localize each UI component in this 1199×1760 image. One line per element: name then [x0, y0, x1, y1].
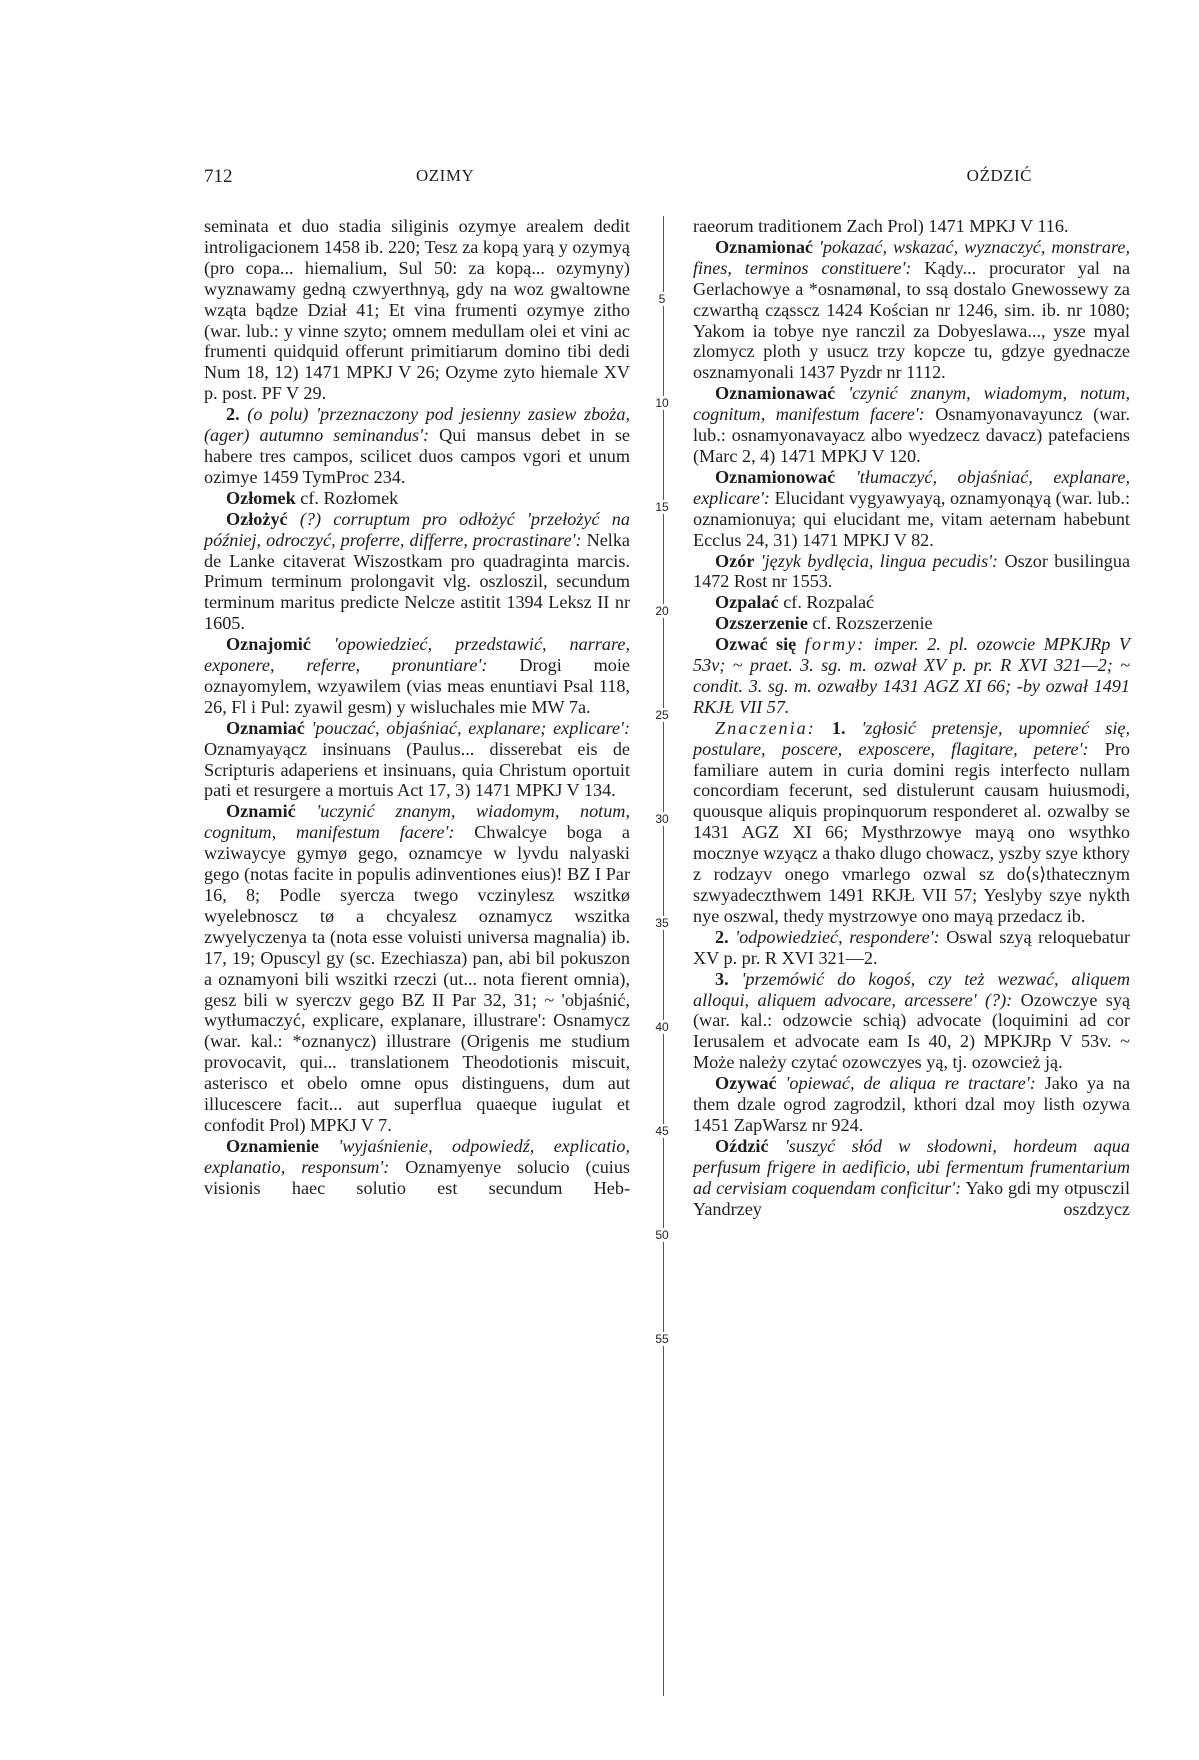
headword: Ozór [715, 550, 755, 571]
gloss: 'wyjaśnienie, odpowiedź, explicatio, explanatio, responsum': [204, 1135, 630, 1177]
headword: Oznajomić [226, 634, 311, 655]
headword: Oznamienie [226, 1135, 319, 1156]
entry-text: Osnamyonavayuncz (war. lub.: osnamyonavayacz albo wyedzecz davacz) patefaciens (Marc 2, 4) 1471 MPKJ V 120. [693, 404, 1130, 466]
line-number: 20 [644, 604, 680, 618]
page-number: 712 [204, 166, 233, 187]
headword: Oznamionać [715, 236, 814, 257]
entry-text: Elucidant vygyawyayą, oznamyonąyą (war. lub.: oznamionuya; qui elucidant me, vitam aeternam habebunt Ecclus 24, 31) 1471 MPKJ V 82. [693, 487, 1130, 550]
entry-sense-2 [204, 404, 630, 488]
headword: Oznamić [226, 801, 296, 822]
line-number: 45 [644, 1124, 680, 1138]
entry-oznajomic [204, 634, 630, 718]
gloss: 'przemówić do kogoś, czy też wezwać, aliquem alloqui, aliquem advocare, arcessere' (?): [693, 968, 1130, 1010]
gloss: 'czynić znanym, wiadomym, notum, cognitum, manifestum facere': [693, 383, 1130, 425]
entry-continuation: raeorum traditionem Zach Prol) 1471 MPKJ V 116. [693, 216, 1069, 236]
left-column [204, 216, 630, 1199]
gloss: 'tłumaczyć, objaśniać, explanare, explicare': [693, 466, 1131, 508]
headword: Ozłożyć [226, 508, 288, 529]
line-number: 25 [644, 708, 680, 722]
gloss: 'zgłosić pretensje, upomnieć się, postulare, poscere, exposcere, flagitare, petere': [693, 717, 1131, 759]
entry-text: Qui mansus debet in se habere tres campos, scilicet duos campos vgori et unum ozimye 1459 TymProc 234. [204, 425, 630, 487]
entry-continuation: seminata et duo stadia siliginis ozymye arealem dedit introligacionem 1458 ib. 220; Tesz za kopą yarą y ozymyą (pro copa... hiemalium, Sul 50: za kopą... ozymyny) wyznawamy gedną czwyerthnyą, gdy na woz gwaltowne wząta bądze Dział 41; Et vina frumenti ozymye zitho (war. lub.: y vinne szyto; omnem medullam olei et vini ac frumenti quidquid offerunt primitiarum domino tibi dedi Num 18, 12) 1471 MPKJ V 26; Ozyme zyto hiemale XV p. post. PF V 29. [204, 216, 630, 404]
entry-text: Kądy... procurator yal na Gerlachowye a *osnamønal, to ssą dostalo Gnewossewy za czwarthą cząsscz 1424 Kościan nr 1246, sim. ib. nr 1080; Yakom ia tobye nye ranczil za Dobyeslawa..., ysze myal zlomycz ploth y usucz trzy kopcze tu, gdzye gyednacze osznamyonali 1437 Pyzdr nr 1112. [693, 257, 1131, 383]
entry-text: Oznamyayącz insinuans (Paulus... disserebat eis de Scripturis adaperiens et insinuans, quia Christum oportuit pati et resurgere a mortuis Act 17, 3) 1471 MPKJ V 134. [204, 738, 630, 801]
entry-text: Nelka de Lanke citaverat Wiszostkam pro quadraginta marcis. Primum terminum prolongavit vlg. oszloszil, secundum terminum maritus predicte Nelcze astitit 1394 Leksz II nr 1605. [204, 529, 630, 634]
gloss: (o polu) 'przeznaczony pod jesienny zasiew zboża, (ager) autumno seminandus': [204, 404, 630, 446]
line-number: 15 [644, 500, 680, 514]
sense-number: 1. [831, 717, 846, 738]
headword: Ozwać się [715, 634, 797, 655]
entry-text: Chwalcye boga a wziwaycye gymyø gego, oznamcye w lyvdu nalyaski gego (notas facite in populis adinventiones eius)! BZ I Par 16, 8; Podle syercza twego vczinylesz wszitkø wyelebnoscz tø a chcyalesz oznamycz wszitka zwyelyczenya ta (nota esse voluisti universa magnalia) ib. 17, 19; Opuscyl gy (sc. Ezechiasza) pan, abi bil pokuszon a oznamyoni bili wszitki rzeczi (ut... nota fierent omnia), gesz bili w syerczv gego BZ II Par 32, 31; ~ 'objaśnić, wytłumaczyć, explicare, explanare, illustrare': Osnamycz (war. kal.: *oznanycz) illustrare (Origenis me studium provocavit, qui... translationem Theodotionis miscuit, asterisco et obelo omne opus distinguens, dum aut illucescere facit... aut superflua quaeque iugulat et confodit Prol) MPKJ V 7. [204, 822, 630, 1135]
gloss: 'język bydlęcia, lingua pecudis': [760, 550, 999, 571]
entry-oznamic [204, 801, 630, 1136]
entry-ozywac [693, 1073, 1130, 1136]
entry-text: imper. 2. pl. ozowcie MPKJRp V 53v; ~ praet. 3. sg. m. ozwał XV p. pr. R XVI 321—2; ~ condit. 3. sg. m. ozwałby 1431 AGZ XI 66; -by ozwał 1491 RKJŁ VII 57. [693, 634, 1131, 717]
line-number: 40 [644, 1020, 680, 1034]
headword: Oznamionować [715, 466, 836, 487]
sense-number: 2. [715, 926, 729, 947]
line-number: 50 [644, 1228, 680, 1242]
line-number: 35 [644, 916, 680, 930]
sense-number: 2. [226, 404, 240, 425]
gloss: 'pouczać, objaśniać, explanare; explicare': [311, 717, 631, 738]
gloss: 'opiewać, de aliqua re tractare': [785, 1073, 1036, 1094]
headword: Oznamionawać [715, 383, 836, 404]
entry-sense-1 [693, 718, 1130, 927]
line-number: 10 [644, 396, 680, 410]
cross-reference: cf. Rozpalać [783, 592, 875, 613]
entry-sense-3 [693, 969, 1130, 1074]
headword: Ozłomek [226, 487, 296, 508]
gloss: 'pokazać, wskazać, wyznaczyć, monstrare, fines, terminos constituere': [693, 236, 1130, 278]
left-running-headword: OZIMY [416, 166, 475, 185]
entry-oznamionawac [693, 383, 1130, 467]
gloss: 'uczynić znanym, wiadomym, notum, cognitum, manifestum facere': [204, 801, 630, 843]
headword: Oznamiać [226, 717, 305, 738]
entry-ozlomek [204, 488, 630, 509]
entry-ozszerzenie [693, 613, 1130, 634]
entry-oznamiac [204, 718, 630, 802]
cross-reference: cf. Rozłomek [300, 487, 399, 508]
line-number: 5 [644, 292, 680, 306]
entry-text: Oznamyenye solucio (cuius visionis haec solutio est secundum Heb- [204, 1156, 631, 1198]
headword: Ozpalać [715, 592, 779, 613]
line-number: 55 [644, 1332, 680, 1346]
entry-ozlozyc [204, 509, 630, 634]
entry-text: Yako gdi my otpusczil Yandrzey oszdzycz [693, 1177, 1131, 1219]
entry-ozwac-sie [693, 634, 1130, 718]
cross-reference: cf. Rozszerzenie [812, 613, 933, 634]
gloss: 'opowiedzieć, przedstawić, narrare, exponere, referre, pronuntiare': [204, 634, 631, 676]
entry-text: Jako ya na them dzale ogrod zagrodzil, kthori dzal moy listh ozywa 1451 ZapWarsz nr 924. [693, 1073, 1131, 1135]
gloss: 'suszyć słód w słodowni, hordeum aqua perfusum frigere in aedificio, ubi fermentum frumentarium ad cervisiam coquendam conficitur': [693, 1135, 1130, 1198]
meanings-label: Znaczenia: [715, 717, 816, 738]
page-header [204, 166, 1038, 190]
entry-ozor [693, 551, 1130, 593]
headword: Ozszerzenie [715, 613, 808, 634]
entry-ozdzic [693, 1136, 1130, 1220]
entry-text: Ozowczye syą (war. kal.: odzowcie schią) advocate (loquimini ad cor Ierusalem et advocate eam Is 40, 2) MPKJRp V 53v. ~ Może należy czytać ozowczyes yą, tj. ozowcież ją. [693, 989, 1131, 1073]
entry-text: Drogi moie oznayomylem, wzyawilem (vias meas enuntiavi Psal 118, 26, Fl i Pul: zyawil gesm) y wisluchales mie MW 7a. [204, 655, 630, 717]
entry-text: Pro familiare autem in curia domini regis interfecto nullam concordiam fecerunt, sed distulerunt causam huiusmodi, quousque aliquis propinquorum responderet al. ozwalby se 1431 AGZ XI 66; Mysthrzowye mayą ono wsythko mocznye wzyącz a thako dlugo chowacz, yszby szye kthory z rodzayv onego vmarlego ozwal sz do⟨s⟩thatecznym szwyadeczthwem 1491 RKJŁ VII 57; Yeslyby szye nykth nye oszwal, thedy mystrzowye ono mayą przedacz ib. [693, 738, 1130, 926]
line-number-gutter [644, 216, 680, 1696]
headword: Ozywać [715, 1073, 777, 1094]
entry-oznamienie [204, 1136, 630, 1199]
entry-sense-2 [693, 927, 1130, 969]
right-running-headword: OŹDZIĆ [966, 166, 1032, 185]
forms-label: formy: [804, 634, 866, 655]
gloss: 'odpowiedzieć, respondere': [735, 926, 940, 947]
right-column [693, 216, 1130, 1220]
entry-text: Oswal szyą reloquebatur XV p. pr. R XVI 321—2. [693, 926, 1131, 968]
entry-oznamionowac [693, 467, 1130, 551]
sense-number: 3. [715, 968, 729, 989]
entry-ozpalac [693, 592, 1130, 613]
headword: Oździć [715, 1135, 769, 1156]
entry-text: Oszor busilingua 1472 Rost nr 1553. [693, 550, 1131, 592]
entry-oznamionac [693, 237, 1130, 383]
line-number: 30 [644, 812, 680, 826]
gloss: (?) corruptum pro odłożyć 'przełożyć na później, odroczyć, proferre, differre, procrastinare': [204, 508, 630, 550]
